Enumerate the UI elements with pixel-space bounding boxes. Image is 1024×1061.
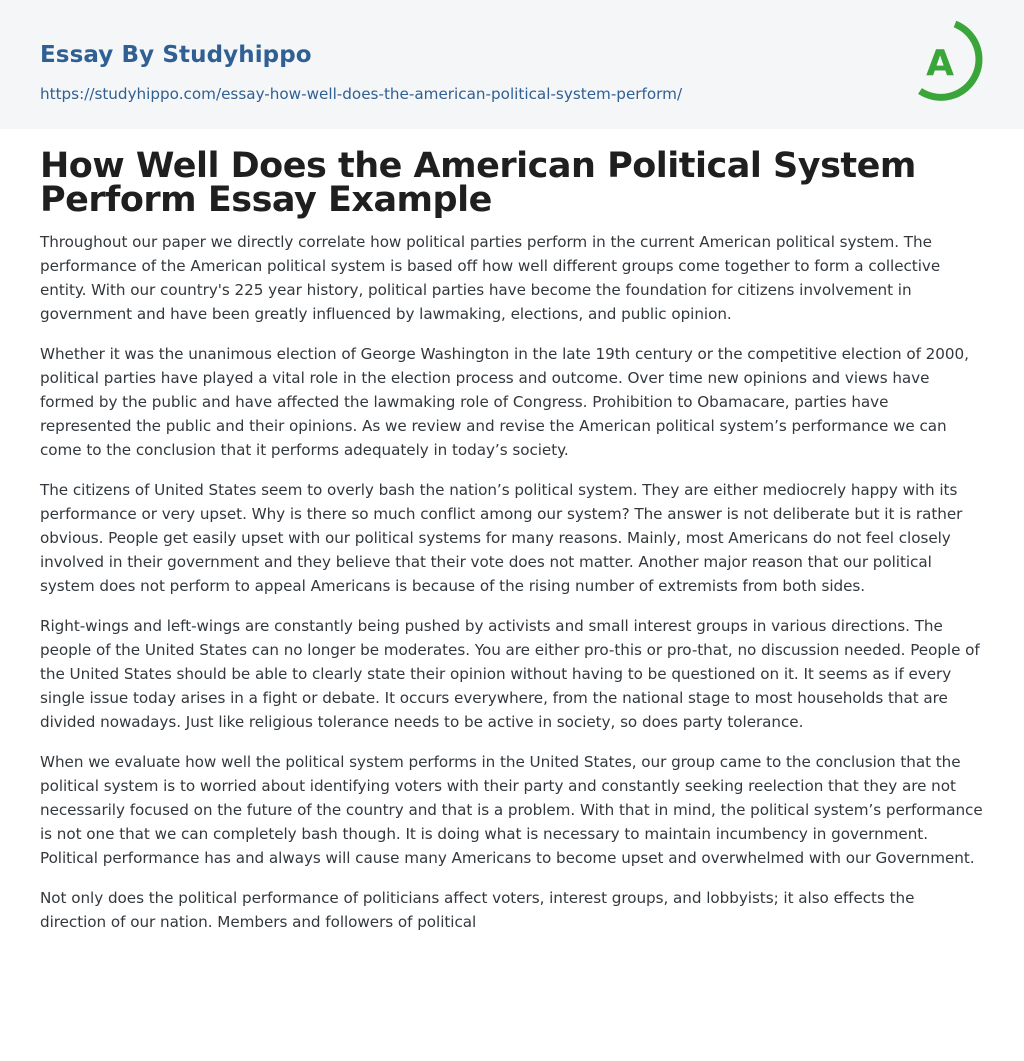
essay-url[interactable]: https://studyhippo.com/essay-how-well-does-the-american-political-system-perform/ <box>40 85 683 103</box>
article <box>0 146 1024 934</box>
paragraph-5: When we evaluate how well the political system performs in the United States, our group came to the conclusion that the political system is to worried about identifying voters with their party and constantly seeking reelection that they are not necessarily focused on the future of the country and that is a problem. With that in mind, the political system’s performance is not one that we can completely bash though. It is doing what is necessary to maintain incumbency in government. Political performance has and always will cause many Americans to become upset and overwhelmed with our Government. <box>40 753 983 867</box>
logo-letter: A <box>926 43 954 84</box>
paragraph-4: Right-wings and left-wings are constantly being pushed by activists and small interest groups in various directions. The people of the United States can no longer be moderates. You are either pro-this or pro-that, no discussion needed. People of the United States should be able to clearly state their opinion without having to be questioned on it. It seems as if every single issue today arises in a fight or debate. It occurs everywhere, from the national stage to most households that are divided nowadays. Just like religious tolerance needs to be active in society, so does party tolerance. <box>40 617 980 731</box>
paragraph-6: Not only does the political performance of politicians affect voters, interest groups, and lobbyists; it also effects the direction of our nation. Members and followers of political <box>40 889 915 931</box>
paragraph-1: Throughout our paper we directly correlate how political parties perform in the current American political system. The performance of the American political system is based off how well different groups come together to form a collective entity. With our country's 225 year history, political parties have become the foundation for citizens involvement in government and have been greatly influenced by lawmaking, elections, and public opinion. <box>40 233 941 323</box>
site-brand[interactable]: Essay By Studyhippo <box>40 42 312 68</box>
page-title: How Well Does the American Political System Perform Essay Example <box>40 146 916 220</box>
paragraph-2: Whether it was the unanimous election of George Washington in the late 19th century or the competitive election of 2000, political parties have played a vital role in the election process and outcome. Over time new opinions and views have formed by the public and have affected the lawmaking role of Congress. Prohibition to Obamacare, parties have represented the public and their opinions. As we review and revise the American political system’s performance we can come to the conclusion that it performs adequately in today’s society. <box>40 345 969 459</box>
site-header <box>0 0 1024 129</box>
paragraph-3: The citizens of United States seem to overly bash the nation’s political system. They are either mediocrely happy with its performance or very upset. Why is there so much conflict among our system? The answer is not deliberate but it is rather obvious. People get easily upset with our political systems for many reasons. Mainly, most Americans do not feel closely involved in their government and they believe that their vote does not matter. Another major reason that our political system does not perform to appeal Americans is because of the rising number of extremists from both sides. <box>40 481 963 595</box>
studyhippo-logo-icon[interactable] <box>910 19 988 107</box>
